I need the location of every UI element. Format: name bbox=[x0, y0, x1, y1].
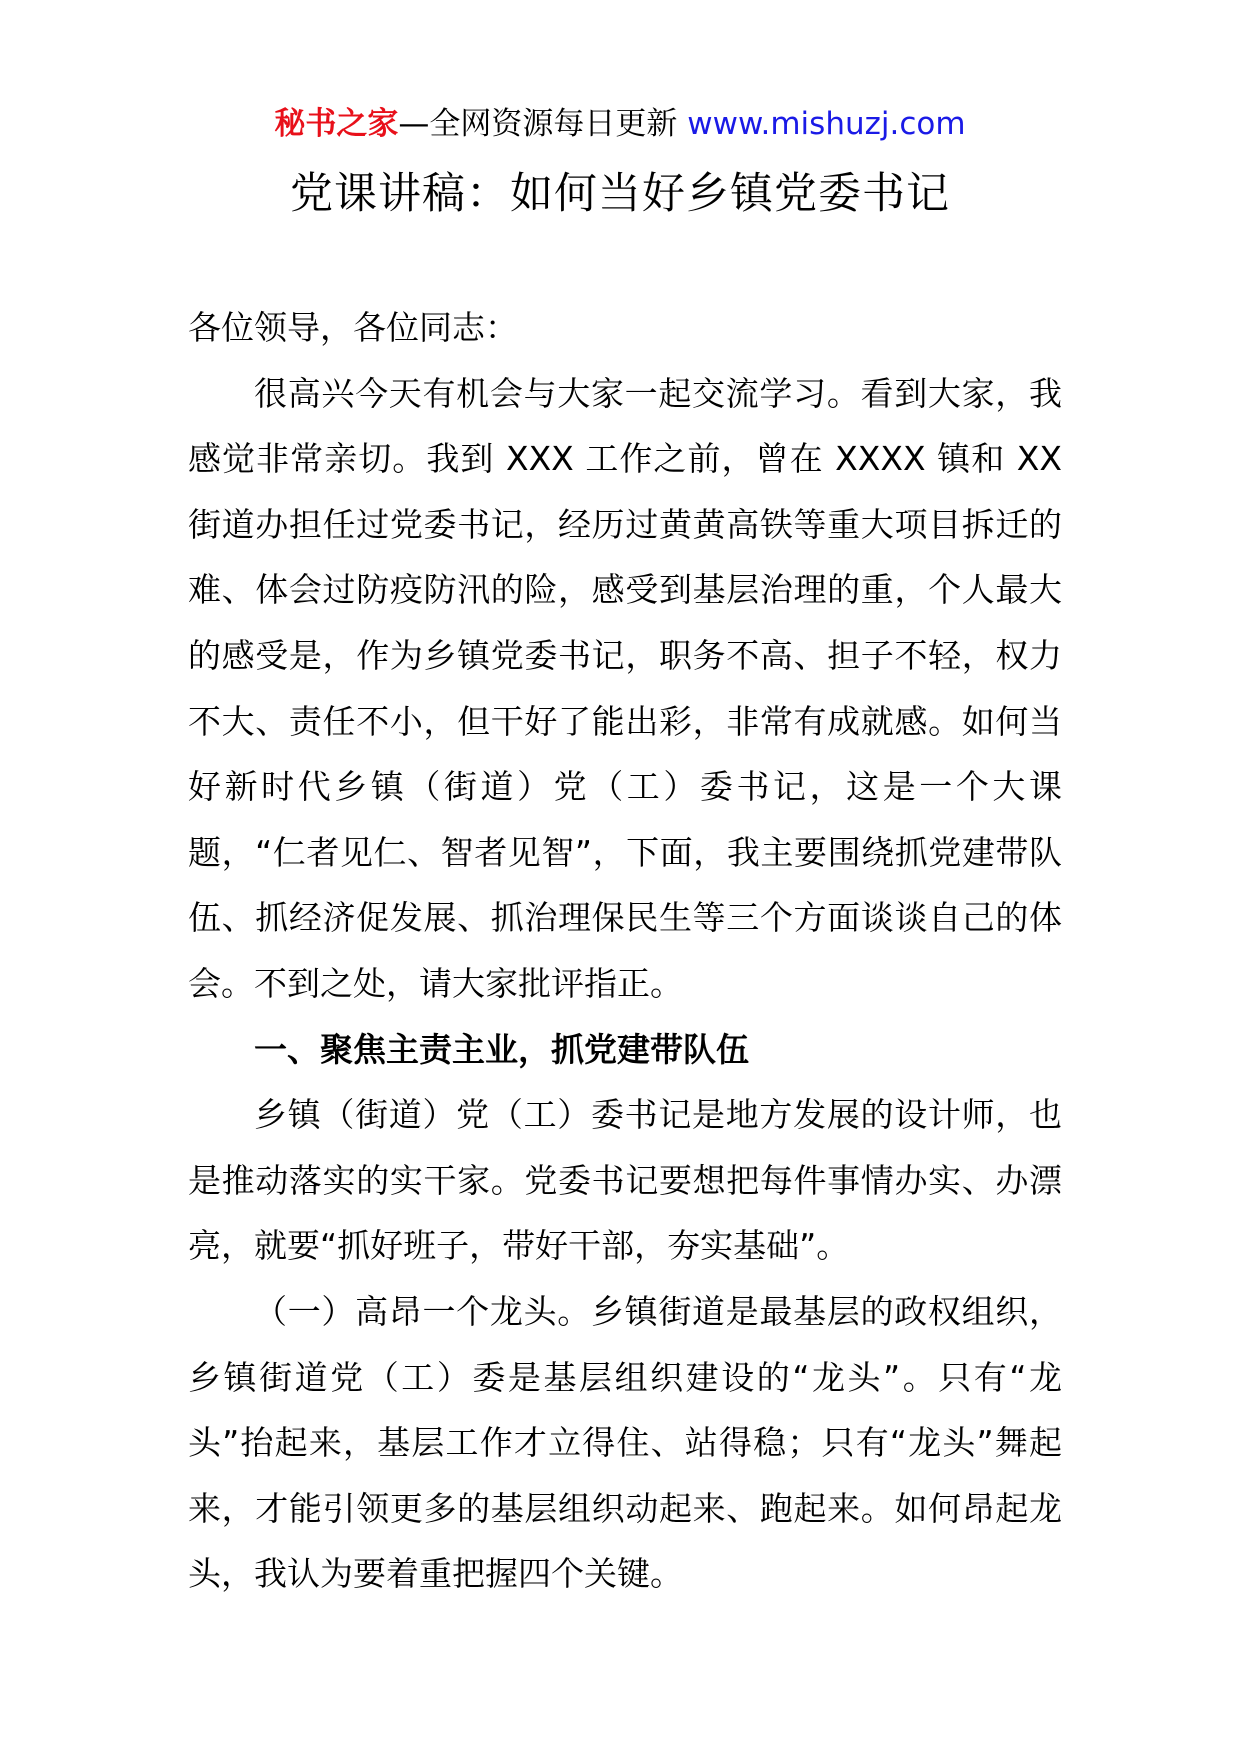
site-banner bbox=[0, 104, 1240, 144]
section-heading-1: 一、聚焦主责主业，抓党建带队伍 bbox=[254, 1029, 749, 1069]
paragraph-subsection-1: （一）高昂一个龙头。乡镇街道是最基层的政权组织，乡镇街道党（工）委是基层组织建设的“龙头”。只有“龙头”抬起来，基层工作才立得住、站得稳；只有“龙头”舞起来，才能引领更多的基层组织动起来、跑起来。如何昂起龙头，我认为要着重把握四个关键。 bbox=[188, 1291, 1062, 1594]
brand-name: 秘书之家 bbox=[274, 106, 399, 142]
banner-slogan: —全网资源每日更新 bbox=[398, 106, 678, 142]
document-body bbox=[188, 295, 1062, 1607]
salutation: 各位领导，各位同志： bbox=[188, 308, 518, 347]
paragraph-section-1-intro: 乡镇（街道）党（工）委书记是地方发展的设计师，也是推动落实的实干家。党委书记要想把每件事情办实、办漂亮，就要“抓好班子，带好干部，夯实基础”。 bbox=[188, 1095, 1062, 1266]
site-url-link[interactable]: www.mishuzj.com bbox=[687, 106, 966, 142]
document-title: 党课讲稿：如何当好乡镇党委书记 bbox=[290, 169, 950, 219]
paragraph-intro: 很高兴今天有机会与大家一起交流学习。看到大家，我感觉非常亲切。我到 XXX 工作之前，曾在 XXXX 镇和 XX 街道办担任过党委书记，经历过黄黄高铁等重大项目拆迁的难、体会过防疫防汛的险，感受到基层治理的重，个人最大的感受是，作为乡镇党委书记，职务不高、担子不轻，权力不大、责任不小，但干好了能出彩，非常有成就感。如何当好新时代乡镇（街道）党（工）委书记，这是一个大课题，“仁者见仁、智者见智”，下面，我主要围绕抓党建带队伍、抓经济促发展、抓治理保民生等三个方面谈谈自己的体会。不到之处，请大家批评指正。 bbox=[188, 373, 1062, 1003]
